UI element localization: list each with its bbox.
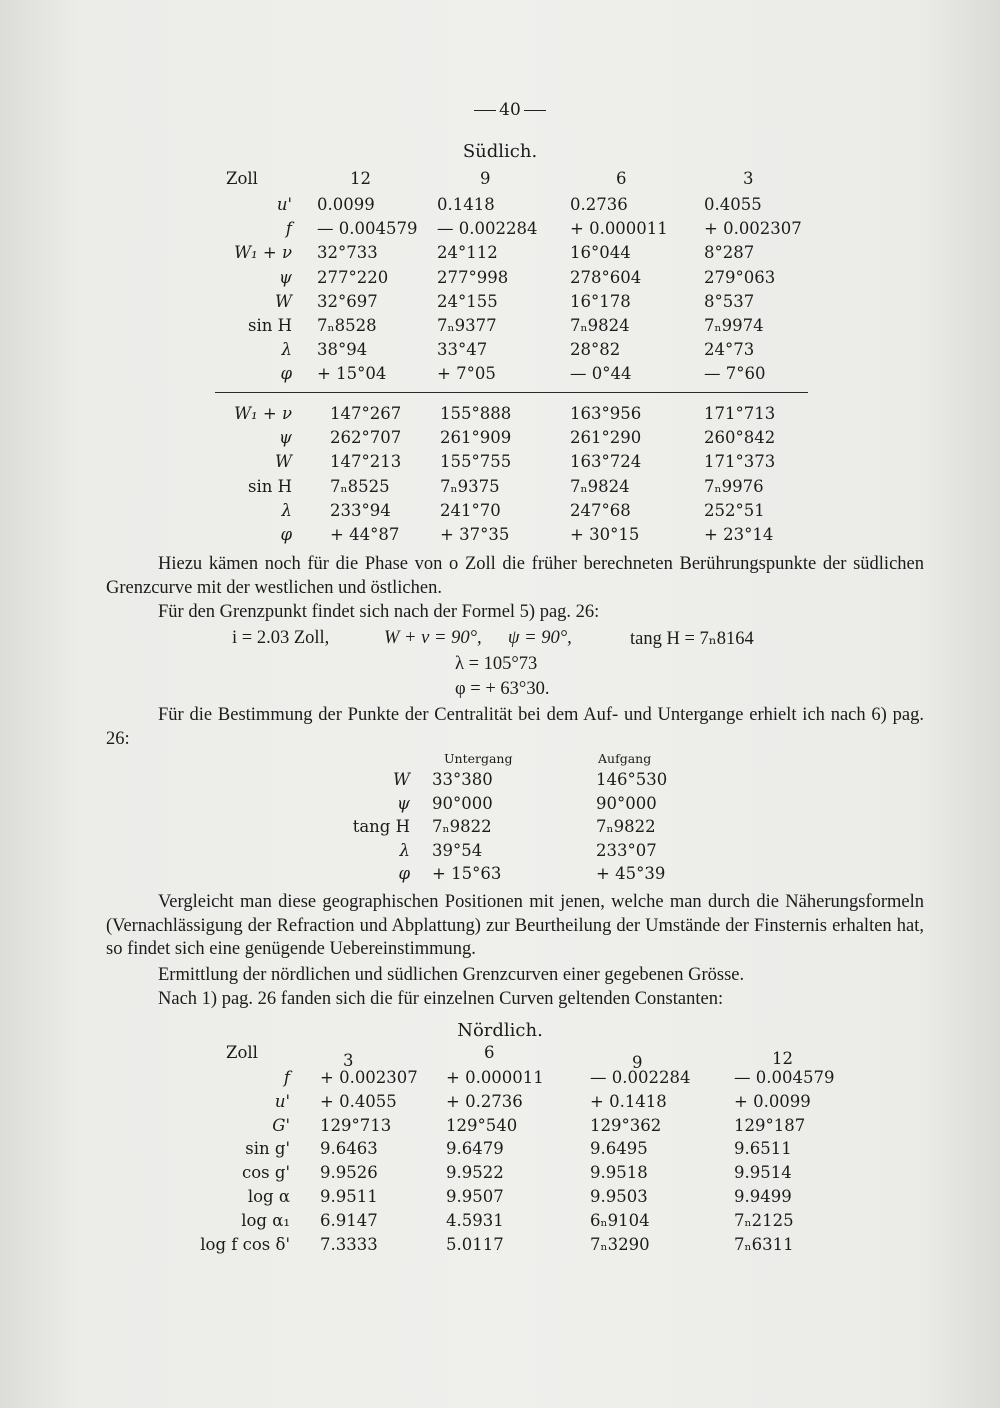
table-cell: 6ₙ9104	[590, 1210, 650, 1230]
row-label: λ	[281, 500, 292, 520]
table-cell: 163°956	[570, 404, 642, 423]
table-row	[0, 864, 1000, 888]
row-label: u'	[276, 195, 292, 214]
table-cell: 147°267	[330, 404, 402, 423]
south-heading: Südlich.	[462, 141, 538, 162]
table-row	[0, 501, 1000, 525]
table-row	[0, 1068, 1000, 1092]
table-cell: 24°112	[437, 243, 498, 263]
table-cell: 7.3333	[320, 1234, 378, 1254]
table-cell: 262°707	[330, 428, 402, 448]
row-label: tang H	[352, 817, 410, 836]
table-cell: 129°540	[446, 1115, 518, 1135]
table-cell: — 0.004579	[734, 1068, 835, 1087]
table-cell: + 0.4055	[320, 1091, 397, 1111]
row-label: log α	[247, 1187, 290, 1206]
table-row	[0, 817, 1000, 841]
table-row	[0, 841, 1000, 865]
table-cell: 129°713	[320, 1115, 392, 1135]
row-label: sin H	[247, 316, 292, 335]
paragraph-3: Für die Bestimmung der Punkte der Centralität bei dem Auf- und Untergange erhielt ich nach 6) pag. 26:	[106, 705, 924, 749]
central-head-untergang: Untergang	[444, 751, 513, 766]
table-cell: 146°530	[596, 770, 668, 789]
table-cell: 7ₙ9824	[570, 316, 630, 335]
table-cell: + 0.000011	[446, 1068, 544, 1087]
row-label: ψ	[397, 793, 410, 813]
table-cell: 233°94	[330, 500, 391, 520]
table-cell: — 0°44	[570, 364, 632, 384]
row-label: log α₁	[241, 1210, 290, 1230]
table-cell: + 0.0099	[734, 1091, 811, 1111]
table-cell: 7ₙ2125	[734, 1210, 794, 1230]
paragraph-5: Ermittlung der nördlichen und südlichen Grenzcurven einer gegebenen Grösse.	[158, 965, 745, 985]
table-cell: 155°755	[440, 452, 512, 472]
paragraph-6: Nach 1) pag. 26 fanden sich die für einzelnen Curven geltenden Constanten:	[158, 989, 724, 1009]
table-cell: 7ₙ3290	[590, 1234, 650, 1254]
table-cell: 33°47	[437, 340, 488, 360]
table-cell: 241°70	[440, 500, 501, 520]
table-cell: — 0.002284	[437, 219, 538, 239]
equation-w: W + ν = 90°,	[384, 628, 482, 648]
table-cell: 7ₙ9377	[437, 316, 497, 335]
table-row	[0, 1116, 1000, 1140]
table-cell: 9.6495	[590, 1139, 648, 1159]
row-label: ψ	[279, 267, 292, 287]
table-cell: 277°998	[437, 267, 509, 287]
table-row	[0, 525, 1000, 549]
table-cell: 129°362	[590, 1115, 662, 1135]
table-cell: — 7°60	[704, 364, 766, 384]
table-cell: 129°187	[734, 1115, 806, 1135]
table-cell: 9.6463	[320, 1139, 378, 1159]
table-cell: 5.0117	[446, 1234, 504, 1254]
row-label: φ	[280, 525, 292, 544]
paragraph-2: Für den Grenzpunkt findet sich nach der Formel 5) pag. 26:	[158, 602, 600, 622]
south-col-head: 9	[480, 169, 491, 188]
table-row	[0, 195, 1000, 219]
table-cell: 33°380	[432, 770, 493, 789]
table-cell: + 45°39	[596, 864, 666, 883]
table-cell: + 15°63	[432, 864, 502, 883]
table-cell: 6.9147	[320, 1210, 378, 1230]
table-row	[0, 1092, 1000, 1116]
table-cell: 233°07	[596, 840, 657, 860]
table-cell: + 30°15	[570, 525, 640, 544]
table-cell: + 0.2736	[446, 1091, 523, 1111]
table-row	[0, 452, 1000, 476]
table-cell: 171°713	[704, 404, 776, 423]
table-cell: 9.9511	[320, 1187, 378, 1206]
row-label: W	[393, 770, 410, 789]
table-cell: 278°604	[570, 267, 642, 287]
table-cell: 39°54	[432, 840, 483, 860]
table-row	[0, 316, 1000, 340]
table-row	[0, 770, 1000, 794]
row-label: sin g'	[245, 1139, 290, 1159]
table-cell: + 7°05	[437, 364, 496, 384]
row-label: W	[275, 291, 292, 311]
table-cell: + 23°14	[704, 525, 774, 544]
south-col-head: 3	[743, 169, 754, 188]
table-cell: 32°733	[317, 243, 378, 263]
table-cell: 16°178	[570, 291, 631, 311]
row-label: W₁ + ν	[234, 243, 292, 263]
table-cell: 260°842	[704, 428, 776, 448]
table-cell: + 0.002307	[704, 219, 802, 239]
table-cell: 90°000	[596, 793, 657, 813]
table-row	[0, 794, 1000, 818]
table-cell: 8°287	[704, 243, 755, 263]
table-row	[0, 477, 1000, 501]
south-header-row	[0, 169, 1000, 193]
table-cell: 7ₙ6311	[734, 1234, 794, 1254]
table-cell: 9.9526	[320, 1163, 378, 1183]
table-cell: 247°68	[570, 500, 631, 520]
table-cell: 0.2736	[570, 195, 628, 214]
table-cell: 9.9499	[734, 1187, 792, 1206]
row-label: u'	[274, 1091, 290, 1111]
row-label: f	[283, 1068, 290, 1087]
south-col-head: 12	[350, 169, 371, 188]
table-cell: 24°73	[704, 340, 755, 360]
table-cell: 90°000	[432, 793, 493, 813]
table-cell: 7ₙ9822	[596, 817, 656, 836]
table-row	[0, 364, 1000, 388]
table-cell: 9.6479	[446, 1139, 504, 1159]
table-cell: 261°290	[570, 428, 642, 448]
row-label: W₁ + ν	[234, 404, 292, 423]
north-heading: Nördlich.	[457, 1020, 543, 1041]
table-row	[0, 219, 1000, 243]
table-cell: + 44°87	[330, 525, 400, 544]
table-cell: 252°51	[704, 500, 765, 520]
table-row	[0, 1163, 1000, 1187]
table-cell: 28°82	[570, 340, 621, 360]
table-cell: 16°044	[570, 243, 631, 263]
table-cell: 9.9503	[590, 1187, 648, 1206]
table-cell: — 0.004579	[317, 219, 418, 239]
table-cell: 0.4055	[704, 195, 762, 214]
table-cell: 9.9507	[446, 1187, 504, 1206]
paragraph-1: Hiezu kämen noch für die Phase von o Zoll die früher berechneten Berührungspunkte der südlichen Grenzcurve mit der westlichen und östlichen.	[106, 554, 924, 598]
table-row	[0, 340, 1000, 364]
table-cell: 38°94	[317, 340, 368, 360]
table-cell: 7ₙ9976	[704, 476, 764, 496]
table-cell: 32°697	[317, 291, 378, 311]
table-cell: 7ₙ9822	[432, 817, 492, 836]
table-cell: 0.0099	[317, 195, 375, 214]
table-cell: 261°909	[440, 428, 512, 448]
table-cell: 163°724	[570, 452, 642, 472]
table-row	[0, 243, 1000, 267]
table-row	[0, 268, 1000, 292]
row-label: log f cos δ'	[200, 1234, 290, 1254]
table-cell: 9.9522	[446, 1163, 504, 1183]
table-cell: + 0.000011	[570, 219, 668, 239]
north-col-head: 6	[484, 1043, 495, 1062]
north-col-head: 12	[772, 1049, 793, 1068]
table-cell: 155°888	[440, 404, 512, 423]
row-label: cos g'	[242, 1163, 290, 1183]
south-header-label: Zoll	[226, 169, 258, 188]
table-cell: 8°537	[704, 291, 755, 311]
equation-psi: ψ = 90°,	[508, 628, 572, 648]
paragraph-4: Vergleicht man diese geographischen Positionen mit jenen, welche man durch die Näherungsformeln (Vernachlässigung der Refraction und Abplattung) zur Beurtheilung der Umstände der Finsternis erhalten hat, so findet sich eine genügende Uebereinstimmung.	[106, 892, 924, 959]
row-label: f	[285, 219, 292, 239]
north-col-head: 9	[632, 1053, 643, 1072]
row-label: W	[275, 452, 292, 472]
table-cell: 277°220	[317, 267, 389, 287]
north-header-row	[0, 1043, 1000, 1072]
table-cell: + 37°35	[440, 525, 510, 544]
table-cell: 7ₙ9375	[440, 476, 500, 496]
row-label: G'	[272, 1115, 290, 1135]
table-cell: + 0.002307	[320, 1068, 418, 1087]
table-row	[0, 1235, 1000, 1259]
row-label: λ	[281, 340, 292, 360]
table-row	[0, 404, 1000, 428]
table-cell: 147°213	[330, 452, 402, 472]
table-cell: 0.1418	[437, 195, 495, 214]
north-header-label: Zoll	[226, 1043, 258, 1062]
equation-phi: φ = + 63°30.	[455, 679, 550, 699]
page-number: 40	[470, 100, 550, 120]
row-label: φ	[280, 364, 292, 384]
table-cell: 9.9518	[590, 1163, 648, 1183]
central-head-aufgang: Aufgang	[598, 751, 652, 766]
table-cell: 7ₙ9974	[704, 316, 764, 335]
row-label: sin H	[247, 476, 292, 496]
table-cell: 7ₙ8528	[317, 316, 377, 335]
table-row	[0, 1187, 1000, 1211]
table-cell: 7ₙ8525	[330, 476, 390, 496]
equation-tang: tang H = 7ₙ8164	[630, 629, 754, 649]
row-label: λ	[399, 840, 410, 860]
table-cell: + 15°04	[317, 364, 387, 384]
table-cell: 279°063	[704, 267, 776, 287]
table-row	[0, 1211, 1000, 1235]
table-divider	[215, 392, 808, 393]
table-cell: 7ₙ9824	[570, 476, 630, 496]
south-col-head: 6	[616, 169, 627, 188]
table-row	[0, 428, 1000, 452]
table-cell: 24°155	[437, 291, 498, 311]
equation-lambda: λ = 105°73	[455, 654, 538, 674]
table-cell: 9.6511	[734, 1139, 792, 1159]
table-cell: 4.5931	[446, 1210, 504, 1230]
north-col-head: 3	[343, 1051, 354, 1070]
row-label: ψ	[279, 428, 292, 448]
row-label: φ	[398, 864, 410, 883]
table-row	[0, 1139, 1000, 1163]
table-row	[0, 292, 1000, 316]
table-cell: + 0.1418	[590, 1091, 667, 1111]
equation-i: i = 2.03 Zoll,	[232, 628, 330, 648]
table-cell: 9.9514	[734, 1163, 792, 1183]
table-cell: 171°373	[704, 452, 776, 472]
table-cell: — 0.002284	[590, 1068, 691, 1087]
